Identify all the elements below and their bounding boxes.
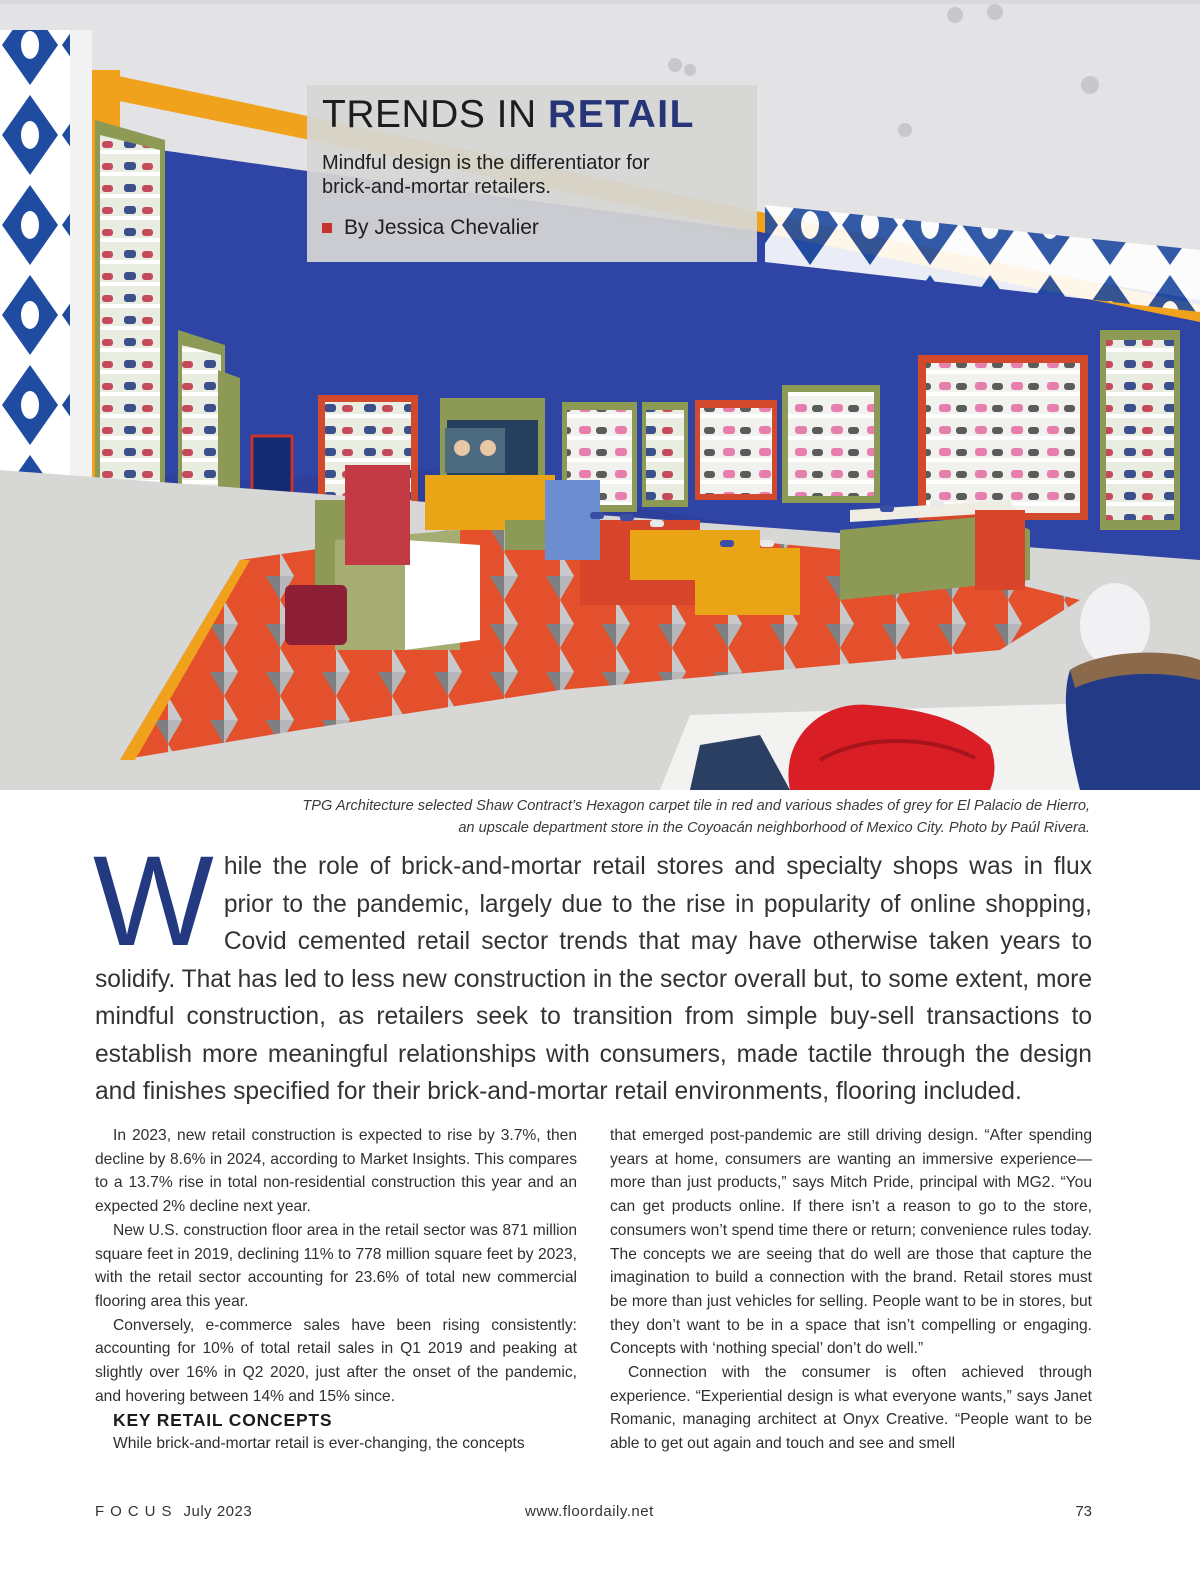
drop-cap: W bbox=[93, 830, 214, 973]
page-number: 73 bbox=[1075, 1503, 1092, 1520]
title-part-1: TRENDS IN bbox=[322, 93, 537, 136]
lead-text: hile the role of brick-and-mortar retail stores and specialty shops was in flux prior to the pandemic, largely due to the rise in popularity of online shopping, Covid cemented retail sector trends that may have otherwise taken years to solidify. That has led to less new construction in the sector overall but, to some extent, more mindful construction, as retailers seek to transition from simple buy-sell transactions to establish more meaningful relationships with consumers, made tactile through the design and finishes specified for their brick-and-mortar retail environments, flooring included. bbox=[95, 853, 1092, 1105]
photo-caption: TPG Architecture selected Shaw Contract’s Hexagon carpet tile in red and various shades of grey for El Palacio de Hierro, an upscale department store in the Coyoacán neighborhood of Mexico City. Photo by Paúl Rivera. bbox=[302, 798, 1090, 836]
body-paragraph: that emerged post-pandemic are still driving design. “After spending years at home, consumers are wanting an immersive experience—more than just products,” says Mitch Pride, principal with MG2. “You can get products online. If there isn’t a reason to go to the store, consumers won’t spend time there or return; convenience rules today. The concepts we are seeing that do well are those that capture the imagination to build a connection with the brand. Retail stores must be more than just vehicles for selling. People want to be in stores, but they don’t want to be in a space that isn’t compelling or engaging. Concepts with ‘nothing special’ don’t do well.” bbox=[610, 1127, 1092, 1358]
article-subtitle: Mindful design is the differentiator for brick-and-mortar retailers. bbox=[322, 152, 650, 198]
bullet-square-icon bbox=[322, 223, 332, 233]
hero-photo bbox=[0, 0, 1200, 790]
title-part-2: RETAIL bbox=[548, 93, 695, 136]
body-paragraph: New U.S. construction floor area in the retail sector was 871 million square feet in 2019, declining 11% to 778 million square feet by 2023, with the retail sector accounting for 23.6% of total new commercial flooring area this year. bbox=[95, 1221, 577, 1310]
issue-date: July 2023 bbox=[183, 1503, 253, 1520]
section-heading: KEY RETAIL CONCEPTS bbox=[113, 1410, 333, 1431]
article-title bbox=[322, 93, 757, 137]
footer-website: www.floordaily.net bbox=[525, 1503, 654, 1520]
body-paragraph: Conversely, e-commerce sales have been rising consistently: accounting for 10% of total retail sales in Q1 2019 and peaking at slightly over 16% in Q2 2020, just after the onset of the pandemic, and hovering between 14% and 15% since. bbox=[95, 1316, 577, 1405]
title-box bbox=[307, 85, 757, 262]
body-paragraph: Connection with the consumer is often achieved through experience. “Experiential design is what everyone wants,” says Janet Romanic, managing architect at Onyx Creative. “People want to be able to get out again and touch and see and smell bbox=[610, 1364, 1092, 1453]
body-column-right bbox=[610, 1124, 1092, 1456]
byline bbox=[322, 215, 757, 241]
lead-paragraph bbox=[93, 830, 1092, 1111]
footer-publication bbox=[95, 1503, 252, 1520]
page-footer bbox=[95, 1503, 1092, 1527]
body-column-left bbox=[95, 1124, 577, 1456]
publication-name: FOCUS bbox=[95, 1503, 178, 1520]
body-paragraph: In 2023, new retail construction is expected to rise by 3.7%, then decline by 8.6% in 2024, according to Market Insights. This compares to a 13.7% rise in total non-residential construction this year and an expected 2% decline next year. bbox=[95, 1127, 577, 1216]
byline-text: By Jessica Chevalier bbox=[344, 216, 539, 239]
body-paragraph: While brick-and-mortar retail is ever-changing, the concepts bbox=[113, 1435, 525, 1453]
